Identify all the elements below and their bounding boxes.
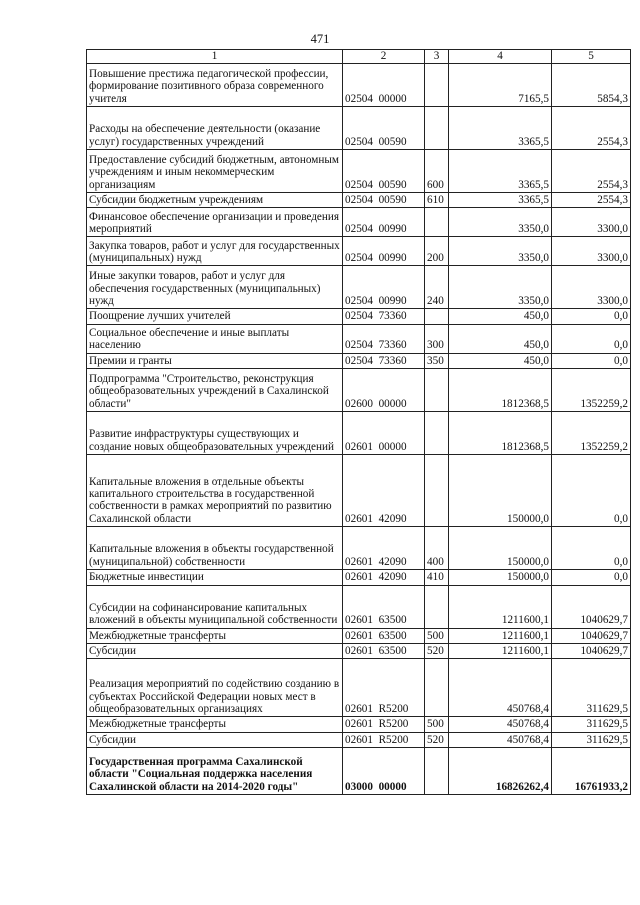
row-description: Предоставление субсидий бюджетным, автономным учреждениям и иным некоммерческим организациям bbox=[87, 150, 343, 193]
table-row bbox=[87, 266, 631, 309]
row-amount-col5: 5854,3 bbox=[552, 64, 631, 107]
budget-table bbox=[86, 49, 631, 795]
row-amount-col5: 2554,3 bbox=[552, 107, 631, 150]
row-amount-col4: 450,0 bbox=[449, 324, 552, 353]
row-amount-col5: 1040629,7 bbox=[552, 585, 631, 628]
row-expense-type bbox=[425, 748, 449, 795]
row-expense-type bbox=[425, 369, 449, 412]
table-row bbox=[87, 585, 631, 628]
row-program-code: 02601 42090 bbox=[343, 570, 425, 585]
row-expense-type: 500 bbox=[425, 628, 449, 643]
row-program-code: 02504 00590 bbox=[343, 193, 425, 208]
table-row bbox=[87, 717, 631, 732]
row-expense-type: 500 bbox=[425, 717, 449, 732]
table-row bbox=[87, 748, 631, 795]
row-program-code: 02504 00990 bbox=[343, 266, 425, 309]
table-row bbox=[87, 455, 631, 527]
row-description: Социальное обеспечение и иные выплаты населению bbox=[87, 324, 343, 353]
row-amount-col4: 3365,5 bbox=[449, 193, 552, 208]
row-amount-col4: 3365,5 bbox=[449, 150, 552, 193]
row-program-code: 02504 00990 bbox=[343, 237, 425, 266]
row-amount-col4: 150000,0 bbox=[449, 527, 552, 570]
row-amount-col5: 0,0 bbox=[552, 455, 631, 527]
row-amount-col5: 16761933,2 bbox=[552, 748, 631, 795]
row-amount-col5: 0,0 bbox=[552, 570, 631, 585]
row-amount-col4: 1211600,1 bbox=[449, 644, 552, 659]
row-expense-type: 600 bbox=[425, 150, 449, 193]
row-amount-col4: 7165,5 bbox=[449, 64, 552, 107]
row-expense-type bbox=[425, 455, 449, 527]
row-description: Закупка товаров, работ и услуг для государственных (муниципальных) нужд bbox=[87, 237, 343, 266]
row-amount-col4: 450768,4 bbox=[449, 717, 552, 732]
row-program-code: 03000 00000 bbox=[343, 748, 425, 795]
header-cell-1: 1 bbox=[87, 50, 343, 64]
row-description: Субсидии бюджетным учреждениям bbox=[87, 193, 343, 208]
row-amount-col5: 1352259,2 bbox=[552, 369, 631, 412]
row-program-code: 02504 73360 bbox=[343, 309, 425, 324]
row-program-code: 02600 00000 bbox=[343, 369, 425, 412]
table-row bbox=[87, 644, 631, 659]
row-amount-col5: 1352259,2 bbox=[552, 412, 631, 455]
table-row bbox=[87, 659, 631, 717]
row-description: Государственная программа Сахалинской области "Социальная поддержка населения Сахалинской области на 2014-2020 годы" bbox=[87, 748, 343, 795]
row-description: Капитальные вложения в отдельные объекты капитального строительства в государственной собственности в рамках мероприятий по развитию Сахалинской области bbox=[87, 455, 343, 527]
table-row bbox=[87, 732, 631, 747]
header-cell-3: 3 bbox=[425, 50, 449, 64]
row-expense-type bbox=[425, 64, 449, 107]
row-amount-col5: 311629,5 bbox=[552, 732, 631, 747]
row-expense-type: 400 bbox=[425, 527, 449, 570]
row-amount-col4: 1211600,1 bbox=[449, 585, 552, 628]
row-program-code: 02601 00000 bbox=[343, 412, 425, 455]
row-description: Финансовое обеспечение организации и проведения мероприятий bbox=[87, 208, 343, 237]
row-expense-type bbox=[425, 208, 449, 237]
row-expense-type: 350 bbox=[425, 353, 449, 368]
row-description: Межбюджетные трансферты bbox=[87, 628, 343, 643]
row-amount-col5: 311629,5 bbox=[552, 717, 631, 732]
row-description: Реализация мероприятий по содействию созданию в субъектах Российской Федерации новых мест в общеобразовательных организациях bbox=[87, 659, 343, 717]
row-program-code: 02601 R5200 bbox=[343, 659, 425, 717]
header-cell-5: 5 bbox=[552, 50, 631, 64]
table-row bbox=[87, 150, 631, 193]
row-expense-type bbox=[425, 107, 449, 150]
row-amount-col5: 311629,5 bbox=[552, 659, 631, 717]
row-amount-col4: 1211600,1 bbox=[449, 628, 552, 643]
row-expense-type bbox=[425, 659, 449, 717]
row-amount-col5: 0,0 bbox=[552, 353, 631, 368]
row-amount-col4: 3350,0 bbox=[449, 237, 552, 266]
row-description: Капитальные вложения в объекты государственной (муниципальной) собственности bbox=[87, 527, 343, 570]
row-program-code: 02601 R5200 bbox=[343, 732, 425, 747]
row-amount-col5: 3300,0 bbox=[552, 237, 631, 266]
row-amount-col4: 3350,0 bbox=[449, 266, 552, 309]
row-amount-col4: 450768,4 bbox=[449, 659, 552, 717]
row-description: Премии и гранты bbox=[87, 353, 343, 368]
row-expense-type: 200 bbox=[425, 237, 449, 266]
table-row bbox=[87, 353, 631, 368]
row-amount-col5: 2554,3 bbox=[552, 193, 631, 208]
row-amount-col5: 1040629,7 bbox=[552, 644, 631, 659]
row-amount-col5: 0,0 bbox=[552, 324, 631, 353]
row-program-code: 02504 00000 bbox=[343, 64, 425, 107]
row-amount-col5: 3300,0 bbox=[552, 266, 631, 309]
row-description: Развитие инфраструктуры существующих и создание новых общеобразовательных учреждений bbox=[87, 412, 343, 455]
row-program-code: 02601 42090 bbox=[343, 455, 425, 527]
row-program-code: 02601 63500 bbox=[343, 644, 425, 659]
table-row bbox=[87, 193, 631, 208]
row-program-code: 02601 63500 bbox=[343, 628, 425, 643]
row-expense-type: 520 bbox=[425, 644, 449, 659]
table-row bbox=[87, 107, 631, 150]
row-description: Субсидии bbox=[87, 732, 343, 747]
table-row bbox=[87, 570, 631, 585]
row-description: Субсидии на софинансирование капитальных вложений в объекты муниципальной собственности bbox=[87, 585, 343, 628]
row-program-code: 02504 73360 bbox=[343, 324, 425, 353]
row-description: Субсидии bbox=[87, 644, 343, 659]
row-program-code: 02601 42090 bbox=[343, 527, 425, 570]
row-amount-col4: 3365,5 bbox=[449, 107, 552, 150]
table-row bbox=[87, 527, 631, 570]
row-expense-type: 240 bbox=[425, 266, 449, 309]
row-amount-col5: 1040629,7 bbox=[552, 628, 631, 643]
table-row bbox=[87, 628, 631, 643]
row-amount-col4: 1812368,5 bbox=[449, 412, 552, 455]
row-amount-col5: 3300,0 bbox=[552, 208, 631, 237]
row-amount-col5: 0,0 bbox=[552, 527, 631, 570]
row-program-code: 02504 73360 bbox=[343, 353, 425, 368]
row-amount-col5: 0,0 bbox=[552, 309, 631, 324]
row-program-code: 02504 00590 bbox=[343, 150, 425, 193]
row-amount-col5: 2554,3 bbox=[552, 150, 631, 193]
row-description: Поощрение лучших учителей bbox=[87, 309, 343, 324]
row-amount-col4: 150000,0 bbox=[449, 455, 552, 527]
row-program-code: 02504 00590 bbox=[343, 107, 425, 150]
row-description: Иные закупки товаров, работ и услуг для обеспечения государственных (муниципальных) нужд bbox=[87, 266, 343, 309]
table-row bbox=[87, 412, 631, 455]
row-expense-type: 520 bbox=[425, 732, 449, 747]
page-number: 471 bbox=[310, 32, 330, 46]
row-program-code: 02601 63500 bbox=[343, 585, 425, 628]
table-row bbox=[87, 309, 631, 324]
header-cell-4: 4 bbox=[449, 50, 552, 64]
row-amount-col4: 450,0 bbox=[449, 309, 552, 324]
row-description: Подпрограмма "Строительство, реконструкция общеобразовательных учреждений в Сахалинской области" bbox=[87, 369, 343, 412]
row-expense-type bbox=[425, 585, 449, 628]
row-amount-col4: 150000,0 bbox=[449, 570, 552, 585]
table-row bbox=[87, 237, 631, 266]
row-expense-type: 300 bbox=[425, 324, 449, 353]
row-amount-col4: 450768,4 bbox=[449, 732, 552, 747]
row-expense-type: 610 bbox=[425, 193, 449, 208]
table-row bbox=[87, 369, 631, 412]
row-expense-type: 410 bbox=[425, 570, 449, 585]
row-expense-type bbox=[425, 412, 449, 455]
table-row bbox=[87, 208, 631, 237]
row-description: Расходы на обеспечение деятельности (оказание услуг) государственных учреждений bbox=[87, 107, 343, 150]
row-amount-col4: 16826262,4 bbox=[449, 748, 552, 795]
row-description: Межбюджетные трансферты bbox=[87, 717, 343, 732]
row-amount-col4: 450,0 bbox=[449, 353, 552, 368]
row-description: Повышение престижа педагогической профессии, формирование позитивного образа современного учителя bbox=[87, 64, 343, 107]
table-row bbox=[87, 64, 631, 107]
table-header-row bbox=[87, 50, 631, 64]
header-cell-2: 2 bbox=[343, 50, 425, 64]
row-amount-col4: 3350,0 bbox=[449, 208, 552, 237]
row-expense-type bbox=[425, 309, 449, 324]
row-description: Бюджетные инвестиции bbox=[87, 570, 343, 585]
row-amount-col4: 1812368,5 bbox=[449, 369, 552, 412]
table-row bbox=[87, 324, 631, 353]
row-program-code: 02504 00990 bbox=[343, 208, 425, 237]
row-program-code: 02601 R5200 bbox=[343, 717, 425, 732]
